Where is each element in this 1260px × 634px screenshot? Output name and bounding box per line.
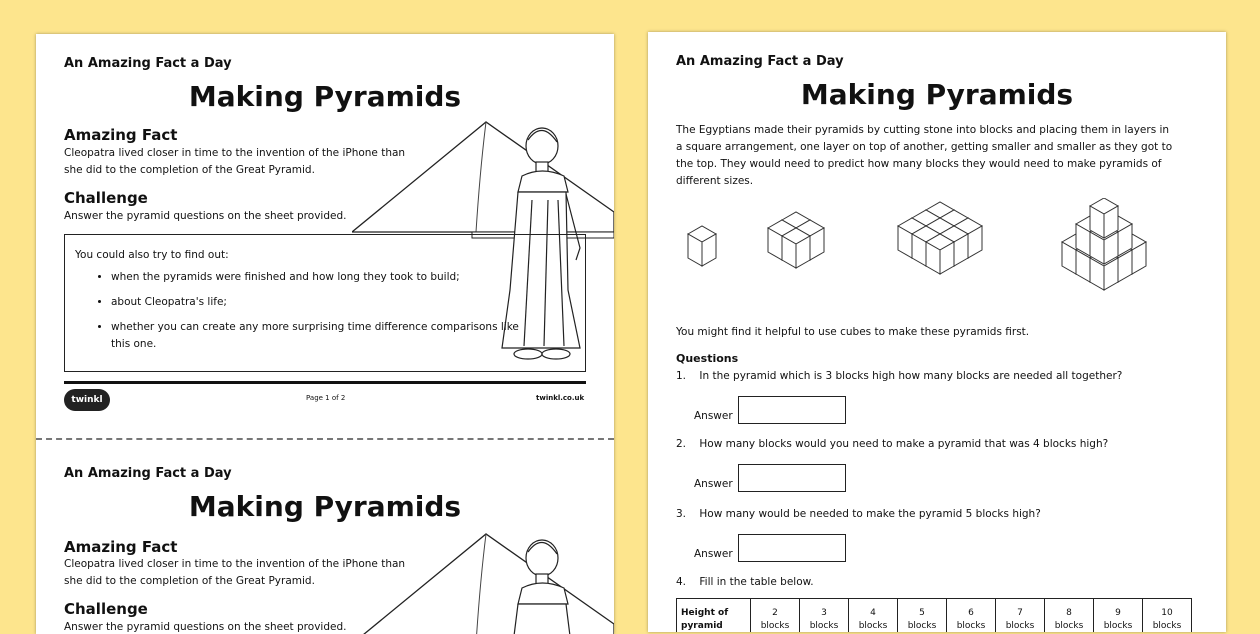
list-item: • whether you can create any more surprising time difference comparisons like this one. bbox=[111, 319, 521, 353]
challenge-heading: Challenge bbox=[64, 600, 148, 618]
challenge-heading: Challenge bbox=[64, 189, 148, 207]
intro-line: a square arrangement, one layer on top of another, getting smaller and smaller as they got to bbox=[676, 141, 1173, 153]
challenge-text: Answer the pyramid questions on the sheet provided. bbox=[64, 621, 347, 633]
table-cell: 8 blocks bbox=[1045, 599, 1094, 633]
cube-3-high bbox=[1062, 198, 1146, 290]
fact-text bbox=[64, 556, 405, 590]
fact-line: Cleopatra lived closer in time to the invention of the iPhone than bbox=[64, 558, 406, 570]
table-header-cell: Height of pyramid bbox=[677, 599, 751, 633]
footer-rule bbox=[64, 381, 586, 384]
table-cell: 10 blocks bbox=[1143, 599, 1192, 633]
answer-input-3[interactable] bbox=[738, 534, 846, 562]
question-text: How many would be needed to make the pyramid 5 blocks high? bbox=[699, 508, 1041, 520]
pyramid-blocks-diagram bbox=[678, 198, 1198, 318]
fact-line: she did to the completion of the Great Pyramid. bbox=[64, 164, 315, 176]
page-title: Making Pyramids bbox=[188, 490, 462, 523]
list-item: • when the pyramids were finished and how long they took to build; bbox=[111, 269, 521, 286]
list-item: • about Cleopatra's life; bbox=[111, 294, 521, 311]
question-3 bbox=[676, 506, 1041, 523]
sheet-subtitle: An Amazing Fact a Day bbox=[676, 54, 844, 69]
helper-text: You might find it helpful to use cubes to make these pyramids first. bbox=[676, 326, 1030, 338]
answer-label: Answer bbox=[694, 548, 733, 560]
question-number: 2. bbox=[676, 438, 687, 450]
question-text: In the pyramid which is 3 blocks high how many blocks are needed all together? bbox=[699, 370, 1123, 382]
fact-text bbox=[64, 145, 405, 179]
pyramid-table bbox=[676, 598, 1192, 632]
table-cell: 2 blocks bbox=[751, 599, 800, 633]
question-1 bbox=[676, 368, 1122, 385]
question-number: 1. bbox=[676, 370, 687, 382]
answer-input-2[interactable] bbox=[738, 464, 846, 492]
sheet-subtitle: An Amazing Fact a Day bbox=[64, 56, 232, 71]
cube-3-base bbox=[898, 202, 982, 274]
table-cell: 7 blocks bbox=[996, 599, 1045, 633]
box-lead: You could also try to find out: bbox=[75, 249, 229, 261]
table-row bbox=[677, 599, 1192, 633]
cube-1-high bbox=[688, 226, 716, 266]
question-number: 4. bbox=[676, 576, 687, 588]
answer-input-1[interactable] bbox=[738, 396, 846, 424]
left-worksheet-page bbox=[36, 34, 614, 634]
intro-line: The Egyptians made their pyramids by cutting stone into blocks and placing them in layers in bbox=[676, 124, 1170, 136]
amazing-fact-heading: Amazing Fact bbox=[64, 538, 178, 556]
page-title: Making Pyramids bbox=[188, 80, 462, 113]
question-number: 3. bbox=[676, 508, 687, 520]
intro-paragraph bbox=[676, 122, 1206, 190]
table-cell: 9 blocks bbox=[1094, 599, 1143, 633]
page-number: Page 1 of 2 bbox=[306, 394, 346, 402]
answer-label: Answer bbox=[694, 478, 733, 490]
fact-line: Cleopatra lived closer in time to the invention of the iPhone than bbox=[64, 147, 406, 159]
twinkl-logo: twinkl bbox=[64, 389, 110, 411]
questions-heading: Questions bbox=[676, 352, 739, 365]
right-worksheet-page bbox=[648, 32, 1226, 632]
question-2 bbox=[676, 436, 1108, 453]
cube-2-high bbox=[768, 212, 824, 268]
extension-box bbox=[64, 234, 586, 372]
page-divider bbox=[36, 438, 614, 440]
site-url: twinkl.co.uk bbox=[536, 394, 585, 402]
intro-line: the top. They would need to predict how many blocks they would need to make pyramids of bbox=[676, 158, 1162, 170]
question-text: Fill in the table below. bbox=[699, 576, 814, 588]
amazing-fact-heading: Amazing Fact bbox=[64, 126, 178, 144]
question-4 bbox=[676, 574, 814, 591]
challenge-text: Answer the pyramid questions on the sheet provided. bbox=[64, 210, 347, 222]
intro-line: different sizes. bbox=[676, 175, 754, 187]
extension-list bbox=[75, 269, 521, 361]
sheet-subtitle: An Amazing Fact a Day bbox=[64, 466, 232, 481]
answer-label: Answer bbox=[694, 410, 733, 422]
question-text: How many blocks would you need to make a pyramid that was 4 blocks high? bbox=[699, 438, 1109, 450]
table-cell: 6 blocks bbox=[947, 599, 996, 633]
table-cell: 3 blocks bbox=[800, 599, 849, 633]
table-cell: 5 blocks bbox=[898, 599, 947, 633]
fact-line: she did to the completion of the Great Pyramid. bbox=[64, 575, 315, 587]
page-title: Making Pyramids bbox=[800, 78, 1074, 111]
table-cell: 4 blocks bbox=[849, 599, 898, 633]
